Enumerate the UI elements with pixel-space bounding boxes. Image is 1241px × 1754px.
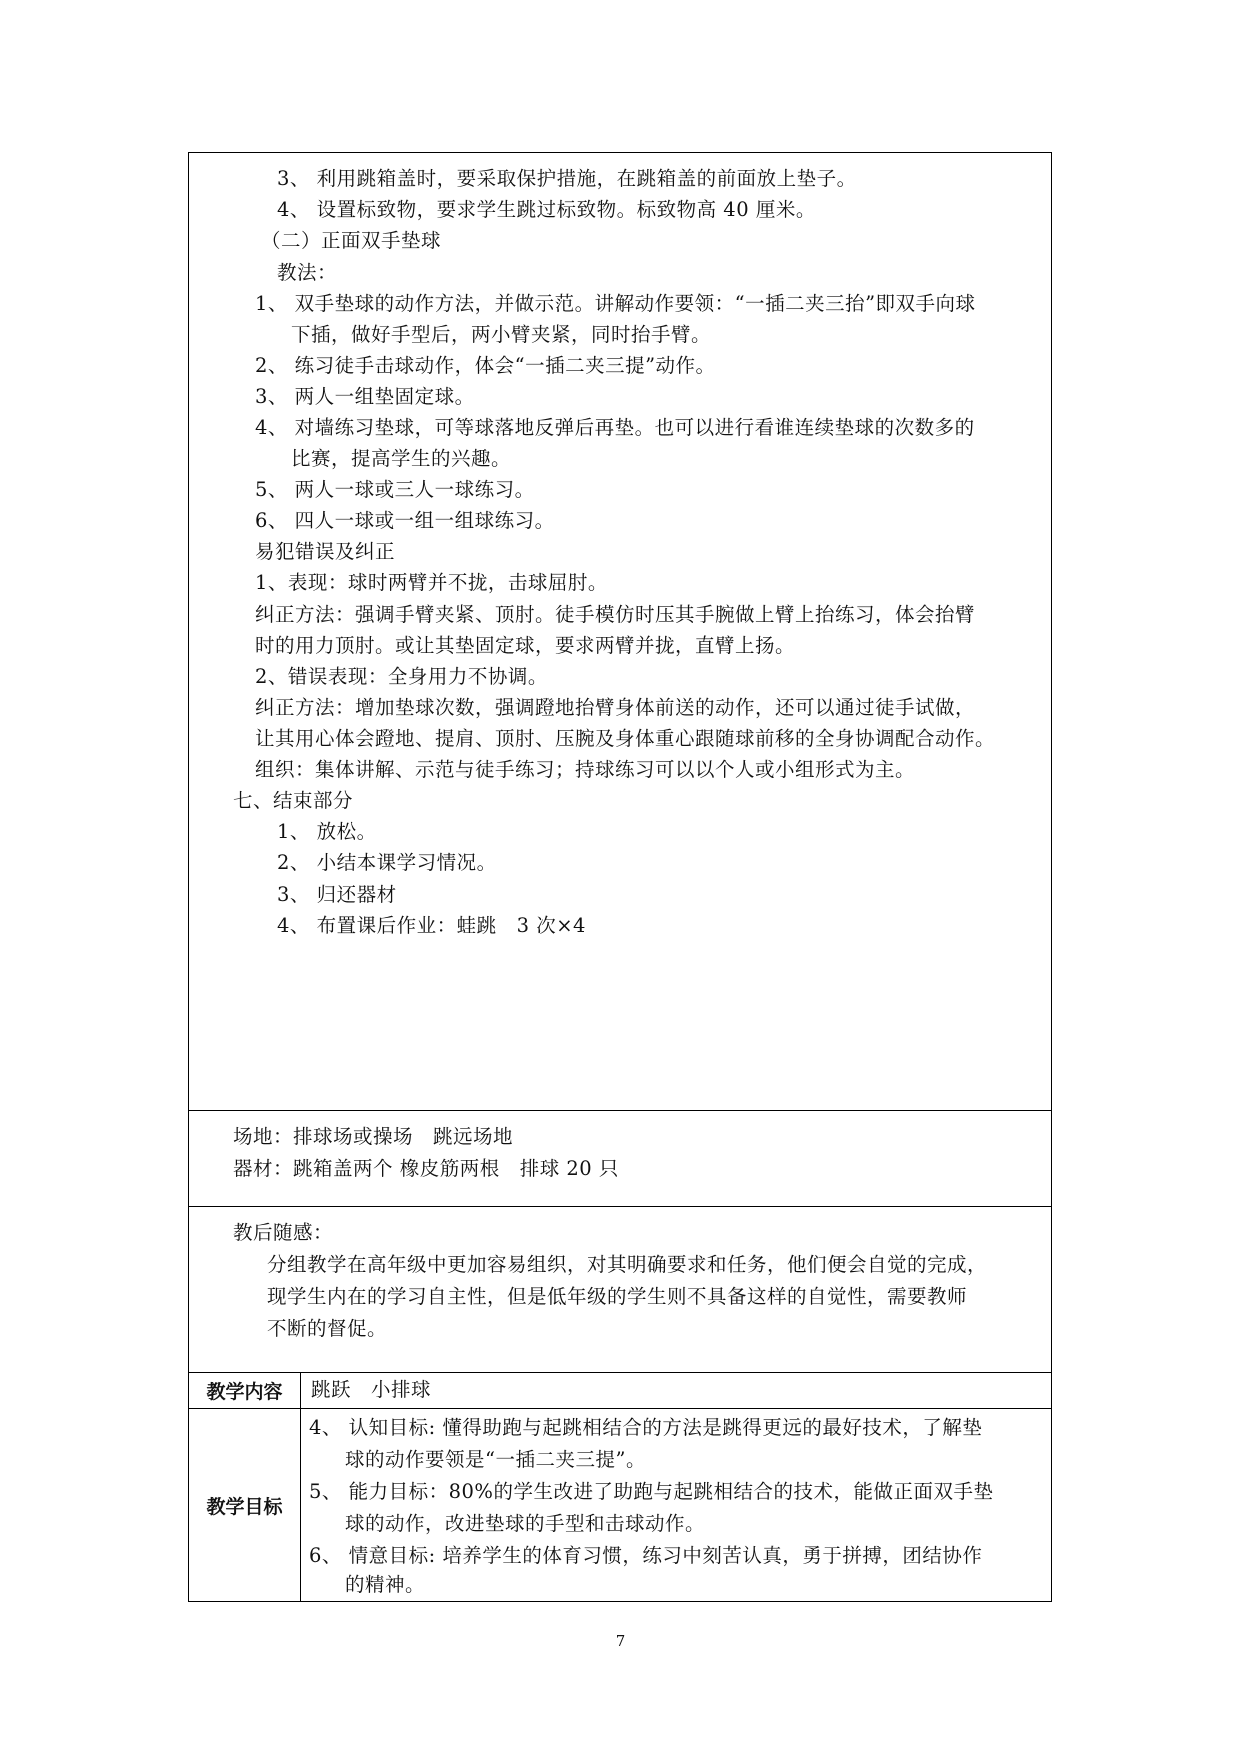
venue-text: 场地：排球场或操场 跳远场地 <box>233 1125 514 1148</box>
text-line: 比赛，提高学生的兴趣。 <box>291 447 512 470</box>
text-line: 1、 放松。 <box>277 820 377 843</box>
text-line: 1、 双手垫球的动作方法，并做示范。讲解动作要领：“一插二夹三抬”即双手向球 <box>255 292 976 315</box>
reflection-section <box>189 1207 1051 1373</box>
text-line: 3、 利用跳箱盖时，要采取保护措施，在跳箱盖的前面放上垫子。 <box>277 167 857 190</box>
teaching-content-value: 跳跃 小排球 <box>311 1378 432 1401</box>
teaching-goals-row <box>189 1409 1051 1601</box>
text-line: 2、 练习徒手击球动作，体会“一插二夹三提”动作。 <box>255 354 716 377</box>
lesson-procedure-section <box>189 153 1051 1111</box>
section-heading: 七、结束部分 <box>233 789 354 812</box>
subsection-heading: （二）正面双手垫球 <box>261 229 442 252</box>
venue-equipment-section <box>189 1111 1051 1207</box>
goal-line: 4、 认知目标: 懂得助跑与起跳相结合的方法是跳得更远的最好技术，了解垫 <box>309 1416 983 1439</box>
teaching-content-label: 教学内容 <box>189 1373 301 1408</box>
lesson-plan-table <box>188 152 1052 1602</box>
teaching-content-cell <box>301 1373 1051 1408</box>
text-line: 组织：集体讲解、示范与徒手练习；持球练习可以以个人或小组形式为主。 <box>255 758 916 781</box>
text-line: 2、 小结本课学习情况。 <box>277 851 497 874</box>
teaching-goals-label: 教学目标 <box>189 1409 301 1601</box>
text-line: 1、表现：球时两臂并不拢，击球屈肘。 <box>255 571 608 594</box>
text-line: 时的用力顶肘。或让其垫固定球，要求两臂并拢，直臂上扬。 <box>255 634 796 657</box>
text-line: 教法： <box>277 261 338 284</box>
equipment-text: 器材：跳箱盖两个 橡皮筋两根 排球 20 只 <box>233 1157 619 1180</box>
text-line: 让其用心体会蹬地、提肩、顶肘、压腕及身体重心跟随球前移的全身协调配合动作。 <box>255 727 996 750</box>
text-line: 4、 布置课后作业：蛙跳 3 次×4 <box>277 914 586 937</box>
text-line: 6、 四人一球或一组一组球练习。 <box>255 509 555 532</box>
goal-line: 6、 情意目标: 培养学生的体育习惯，练习中刻苦认真，勇于拼搏，团结协作 <box>309 1544 983 1567</box>
reflection-title: 教后随感： <box>233 1221 334 1244</box>
text-line: 易犯错误及纠正 <box>255 540 396 563</box>
text-line: 2、错误表现：全身用力不协调。 <box>255 665 548 688</box>
page-number: 7 <box>615 1632 626 1650</box>
text-line: 纠正方法：强调手臂夹紧、顶肘。徒手模仿时压其手腕做上臂上抬练习，体会抬臂 <box>255 603 976 626</box>
text-line: 下插，做好手型后，两小臂夹紧，同时抬手臂。 <box>291 323 712 346</box>
goal-line: 的精神。 <box>345 1573 426 1596</box>
text-line: 3、 归还器材 <box>277 883 397 906</box>
text-line: 纠正方法：增加垫球次数，强调蹬地抬臂身体前送的动作，还可以通过徒手试做， <box>255 696 976 719</box>
teaching-goals-cell <box>301 1409 1051 1601</box>
reflection-line: 分组教学在高年级中更加容易组织，对其明确要求和任务，他们便会自觉的完成， <box>267 1253 988 1276</box>
goal-line: 5、 能力目标：80%的学生改进了助跑与起跳相结合的技术，能做正面双手垫 <box>309 1480 994 1503</box>
teaching-content-row <box>189 1373 1051 1409</box>
text-line: 4、 对墙练习垫球，可等球落地反弹后再垫。也可以进行看谁连续垫球的次数多的 <box>255 416 975 439</box>
text-line: 3、 两人一组垫固定球。 <box>255 385 475 408</box>
reflection-line: 不断的督促。 <box>267 1317 388 1340</box>
reflection-line: 现学生内在的学习自主性，但是低年级的学生则不具备这样的自觉性，需要教师 <box>267 1285 968 1308</box>
goal-line: 球的动作，改进垫球的手型和击球动作。 <box>345 1512 706 1535</box>
goal-line: 球的动作要领是“一插二夹三提”。 <box>345 1448 646 1471</box>
text-line: 4、 设置标致物，要求学生跳过标致物。标致物高 40 厘米。 <box>277 198 816 221</box>
text-line: 5、 两人一球或三人一球练习。 <box>255 478 535 501</box>
